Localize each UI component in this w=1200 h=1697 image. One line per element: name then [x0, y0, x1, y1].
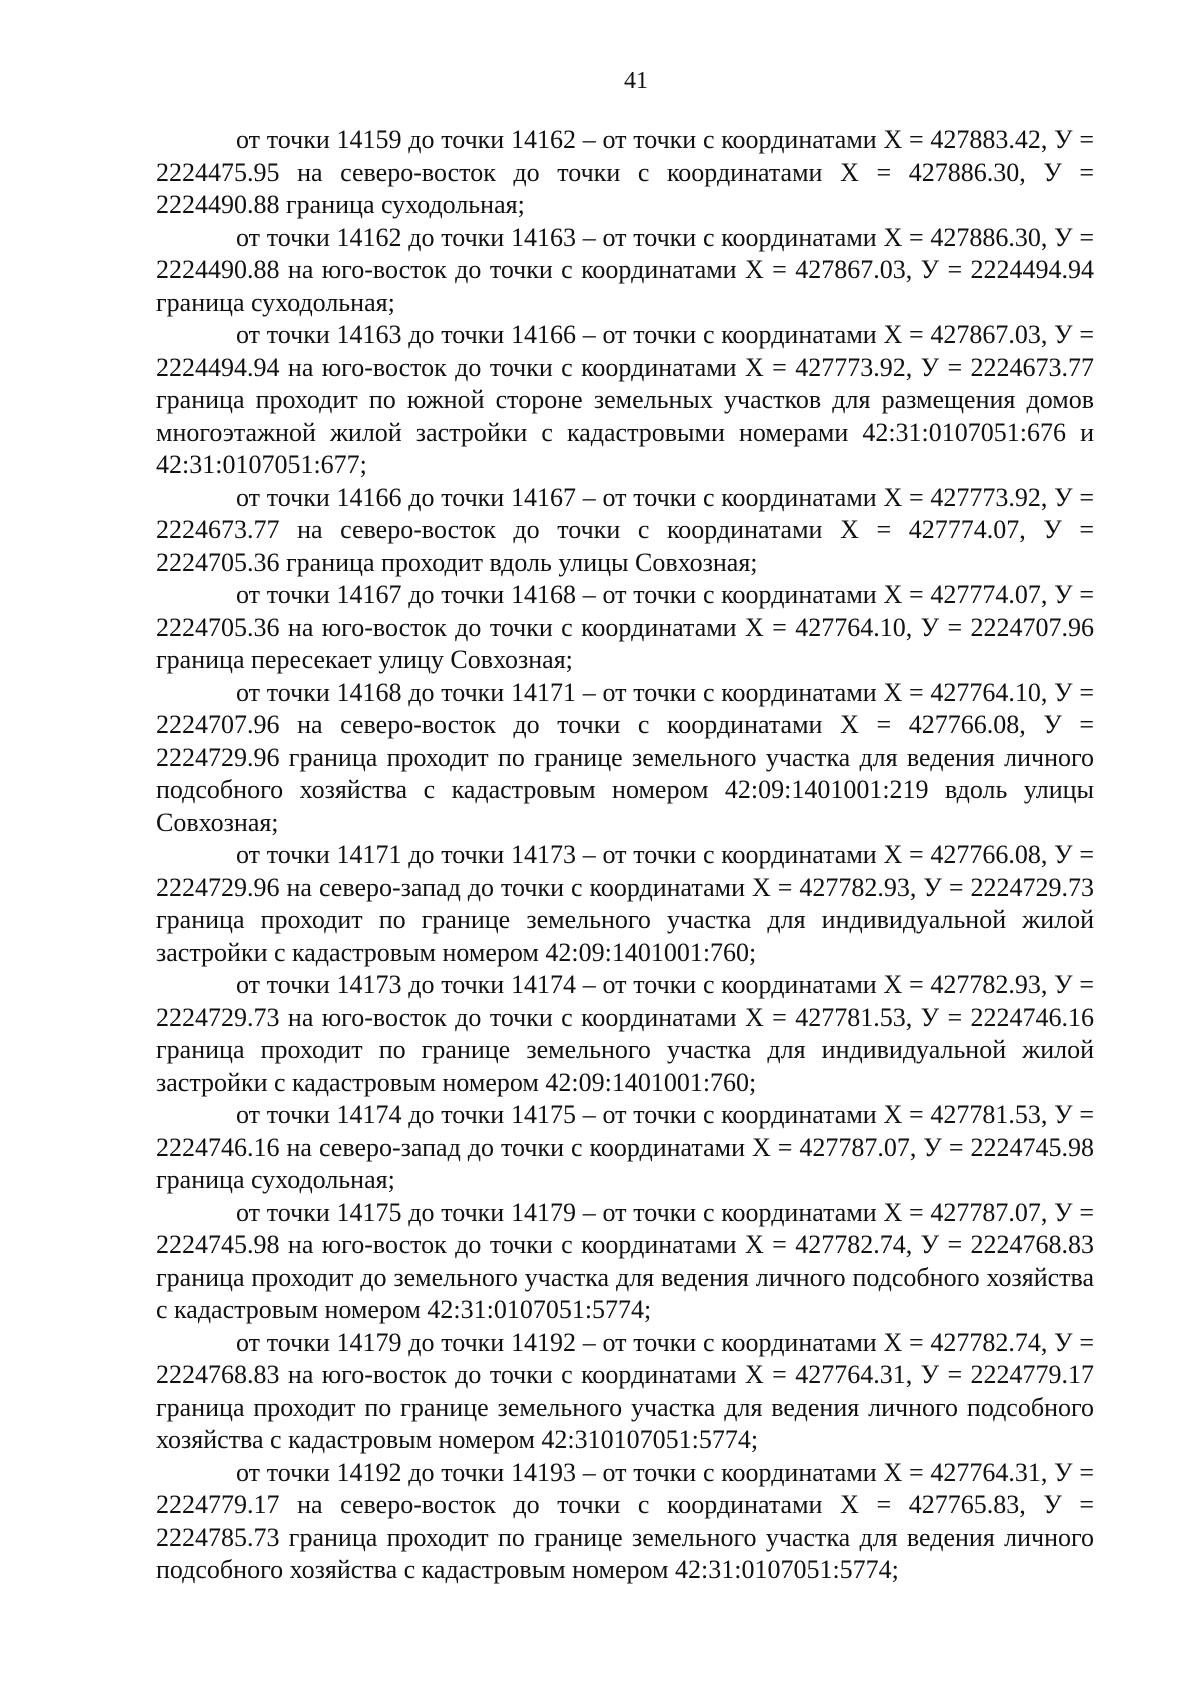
boundary-segment-paragraph: от точки 14168 до точки 14171 – от точки с координатами Х = 427764.10, У = 2224707.96 на северо-восток до точки с координатами Х = 427766.08, У = 2224729.96 граница проходит по границе земельного участка для ведения личного подсобного хозяйства с кадастровым номером 42:09:1401001:219 вдоль улицы Совхозная;	[156, 677, 1094, 837]
boundary-segment-paragraph: от точки 14175 до точки 14179 – от точки с координатами Х = 427787.07, У = 2224745.98 на юго-восток до точки с координатами Х = 427782.74, У = 2224768.83 граница проходит до земельного участка для ведения личного подсобного хозяйства с кадастровым номером 42:31:0107051:5774;	[156, 1197, 1094, 1324]
boundary-segment-paragraph: от точки 14171 до точки 14173 – от точки с координатами Х = 427766.08, У = 2224729.96 на северо-запад до точки с координатами Х = 427782.93, У = 2224729.73 граница проходит по границе земельного участка для индивидуальной жилой застройки с кадастровым номером 42:09:1401001:760;	[156, 840, 1094, 967]
boundary-segment-paragraph: от точки 14163 до точки 14166 – от точки с координатами Х = 427867.03, У = 2224494.94 на юго-восток до точки с координатами Х = 427773.92, У = 2224673.77 граница проходит по южной стороне земельных участков для размещения домов многоэтажной жилой застройки с кадастровыми номерами 42:31:0107051:676 и 42:31:0107051:677;	[156, 320, 1094, 479]
boundary-segment-paragraph: от точки 14167 до точки 14168 – от точки с координатами Х = 427774.07, У = 2224705.36 на юго-восток до точки с координатами Х = 427764.10, У = 2224707.96 граница пересекает улицу Совхозная;	[156, 580, 1094, 674]
boundary-segment-paragraph: от точки 14166 до точки 14167 – от точки с координатами Х = 427773.92, У = 2224673.77 на северо-восток до точки с координатами Х = 427774.07, У = 2224705.36 граница проходит вдоль улицы Совхозная;	[156, 482, 1094, 577]
boundary-segment-paragraph: от точки 14179 до точки 14192 – от точки с координатами Х = 427782.74, У = 2224768.83 на юго-восток до точки с координатами Х = 427764.31, У = 2224779.17 граница проходит по границе земельного участка для ведения личного подсобного хозяйства с кадастровым номером 42:310107051:5774;	[156, 1327, 1094, 1454]
boundary-segment-paragraph: от точки 14173 до точки 14174 – от точки с координатами Х = 427782.93, У = 2224729.73 на юго-восток до точки с координатами Х = 427781.53, У = 2224746.16 граница проходит по границе земельного участка для индивидуальной жилой застройки с кадастровым номером 42:09:1401001:760;	[156, 970, 1094, 1097]
boundary-segment-paragraph: от точки 14159 до точки 14162 – от точки с координатами Х = 427883.42, У = 2224475.95 на северо-восток до точки с координатами Х = 427886.30, У = 2224490.88 граница суходольная;	[156, 125, 1094, 219]
boundary-segment-paragraph: от точки 14174 до точки 14175 – от точки с координатами Х = 427781.53, У = 2224746.16 на северо-запад до точки с координатами Х = 427787.07, У = 2224745.98 граница суходольная;	[156, 1100, 1094, 1194]
boundary-description	[156, 124, 1094, 1587]
boundary-segment-paragraph: от точки 14162 до точки 14163 – от точки с координатами Х = 427886.30, У = 2224490.88 на юго-восток до точки с координатами Х = 427867.03, У = 2224494.94 граница суходольная;	[156, 222, 1094, 317]
page-number: 41	[624, 68, 648, 94]
boundary-segment-paragraph: от точки 14192 до точки 14193 – от точки с координатами Х = 427764.31, У = 2224779.17 на северо-восток до точки с координатами Х = 427765.83, У = 2224785.73 граница проходит по границе земельного участка для ведения личного подсобного хозяйства с кадастровым номером 42:31:0107051:5774;	[156, 1457, 1094, 1584]
